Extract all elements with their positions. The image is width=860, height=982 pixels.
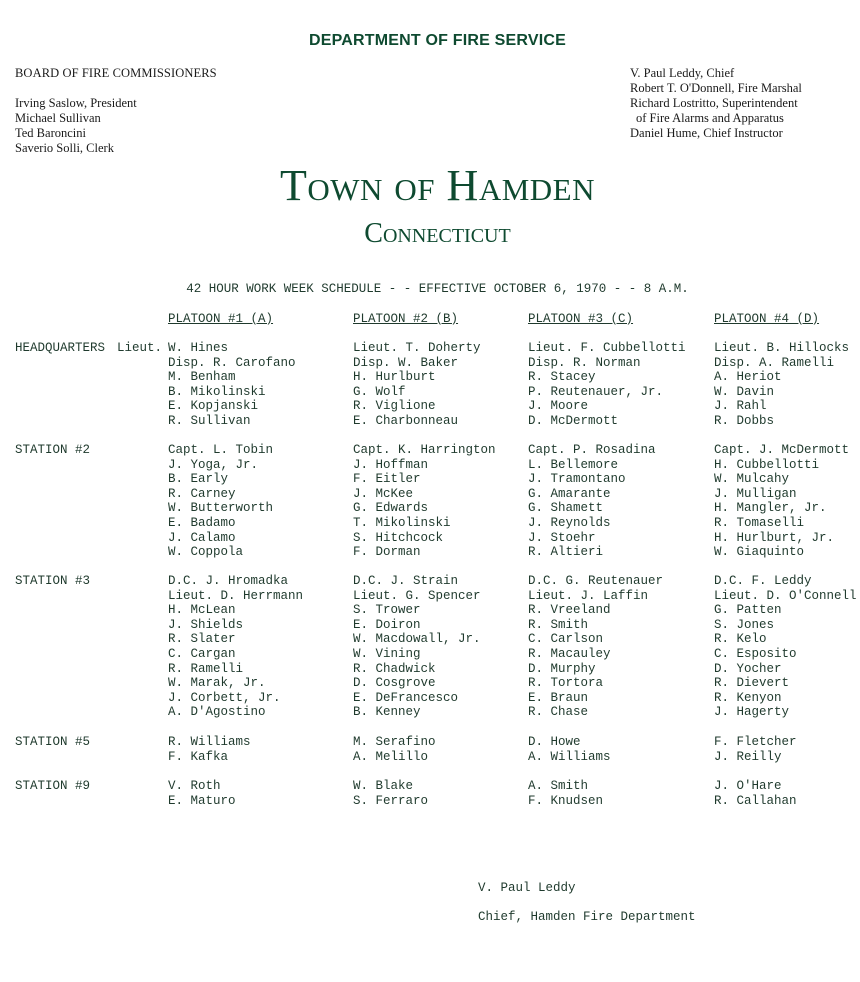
roster-name: Lieut. F. Cubbellotti <box>528 341 686 355</box>
roster-cell-st9-1 <box>168 779 236 808</box>
state-subtitle: Connecticut <box>364 218 511 249</box>
roster-cell-hq-1 <box>168 341 296 429</box>
roster-name: W. Giaquinto <box>714 545 805 560</box>
roster-name: J. McKee <box>353 486 414 501</box>
station-label-5: STATION #5 <box>15 735 91 749</box>
station-label-headquarters: HEADQUARTERS <box>15 341 106 355</box>
roster-name: E. Charbonneau <box>353 413 459 428</box>
roster-name: R. Stacey <box>528 370 596 385</box>
roster-name: H. McLean <box>168 603 236 618</box>
roster-name: S. Hitchcock <box>353 530 444 545</box>
roster-cell-hq-2 <box>353 341 481 429</box>
roster-name: D.C. J. Hromadka <box>168 574 289 588</box>
station-label-3: STATION #3 <box>15 574 91 588</box>
roster-name: J. Corbett, Jr. <box>168 690 281 705</box>
roster-name: Lieut. G. Spencer <box>353 588 481 603</box>
roster-name: R. Smith <box>528 617 589 632</box>
department-heading: DEPARTMENT OF FIRE SERVICE <box>308 32 567 49</box>
roster-cell-st2-2 <box>353 443 496 560</box>
roster-name: B. Kenney <box>353 705 421 720</box>
roster-name: R. Tortora <box>528 676 604 691</box>
roster-name: H. Mangler, Jr. <box>714 501 827 516</box>
board-title: BOARD OF FIRE COMMISSIONERS <box>15 66 217 80</box>
roster-name: G. Patten <box>714 603 782 618</box>
roster-name: S. Jones <box>714 617 775 632</box>
board-member: Saverio Solli, Clerk <box>15 141 114 155</box>
roster-name: B. Early <box>168 472 229 487</box>
roster-cell-st9-3 <box>528 779 603 808</box>
roster-name: Lieut. J. Laffin <box>528 588 649 603</box>
roster-name: G. Wolf <box>353 384 406 399</box>
roster-cell-hq-3 <box>528 341 686 429</box>
roster-name: D. Cosgrove <box>353 676 436 691</box>
roster-name: S. Trower <box>353 603 421 618</box>
roster-name: D.C. J. Strain <box>353 574 459 588</box>
roster-name: R. Viglione <box>353 399 436 414</box>
roster-name: F. Fletcher <box>714 735 797 749</box>
schedule-title: 42 HOUR WORK WEEK SCHEDULE - - EFFECTIVE OCTOBER 6, 1970 - - 8 A.M. <box>186 282 689 296</box>
roster-name: W. Macdowall, Jr. <box>353 632 481 647</box>
roster-cell-st5-4 <box>714 735 797 764</box>
roster-name: F. Dorman <box>353 545 421 560</box>
roster-name: T. Mikolinski <box>353 515 451 530</box>
roster-cell-st5-3 <box>528 735 611 764</box>
roster-name: Disp. A. Ramelli <box>714 355 835 370</box>
roster-cell-st3-4 <box>714 574 857 720</box>
roster-name: R. Slater <box>168 632 236 647</box>
roster-name: C. Carlson <box>528 632 604 647</box>
roster-name: D. Yocher <box>714 661 782 676</box>
roster-name: E. Kopjanski <box>168 399 259 414</box>
roster-cell-st3-3 <box>528 574 663 720</box>
roster-name: Disp. W. Baker <box>353 355 459 370</box>
roster-name: E. Braun <box>528 690 589 705</box>
roster-name: J. Mulligan <box>714 486 797 501</box>
roster-name: G. Amarante <box>528 486 611 501</box>
roster-name: A. D'Agostino <box>168 705 266 720</box>
roster-cell-st2-3 <box>528 443 656 560</box>
platoon-header-2: PLATOON #2 (B) <box>353 312 459 326</box>
roster-name: H. Hurlburt, Jr. <box>714 530 835 545</box>
roster-name: C. Esposito <box>714 646 797 661</box>
roster-name: V. Roth <box>168 779 221 793</box>
officer-line: Daniel Hume, Chief Instructor <box>630 126 783 140</box>
roster-name: J. Calamo <box>168 530 236 545</box>
roster-name: W. Marak, Jr. <box>168 676 266 691</box>
roster-name: D. Murphy <box>528 661 596 676</box>
roster-name: R. Dievert <box>714 676 790 691</box>
roster-name: J. Yoga, Jr. <box>168 457 259 472</box>
roster-name: R. Macauley <box>528 646 611 661</box>
roster-name: E. Maturo <box>168 793 236 808</box>
hq-lieutenant-prefix: Lieut. <box>117 341 163 355</box>
roster-cell-st3-2 <box>353 574 481 720</box>
roster-name: W. Blake <box>353 779 414 793</box>
roster-cell-hq-4 <box>714 341 849 429</box>
officer-line: Robert T. O'Donnell, Fire Marshal <box>630 81 802 95</box>
roster-cell-st5-2 <box>353 735 436 764</box>
roster-name: W. Butterworth <box>168 501 274 516</box>
station-label-9: STATION #9 <box>15 779 91 793</box>
roster-name: Capt. L. Tobin <box>168 443 274 457</box>
roster-name: A. Williams <box>528 749 611 764</box>
roster-name: R. Kenyon <box>714 690 782 705</box>
roster-name: G. Shamett <box>528 501 604 516</box>
roster-name: W. Mulcahy <box>714 472 790 487</box>
roster-name: E. Doiron <box>353 617 421 632</box>
roster-name: S. Ferraro <box>353 793 429 808</box>
roster-name: J. Tramontano <box>528 472 626 487</box>
roster-name: J. O'Hare <box>714 779 782 793</box>
roster-name: A. Smith <box>528 779 589 793</box>
roster-cell-st5-1 <box>168 735 251 764</box>
roster-name: R. Vreeland <box>528 603 611 618</box>
roster-name: E. Badamo <box>168 515 236 530</box>
platoon-header-3: PLATOON #3 (C) <box>528 312 634 326</box>
roster-name: F. Knudsen <box>528 793 604 808</box>
roster-name: G. Edwards <box>353 501 429 516</box>
roster-name: F. Eitler <box>353 472 421 487</box>
roster-name: J. Rahl <box>714 399 767 414</box>
roster-name: H. Hurlburt <box>353 370 436 385</box>
officer-line: V. Paul Leddy, Chief <box>630 66 735 80</box>
roster-name: J. Stoehr <box>528 530 596 545</box>
roster-name: R. Kelo <box>714 632 767 647</box>
roster-name: Lieut. T. Doherty <box>353 341 481 355</box>
roster-name: R. Altieri <box>528 545 604 560</box>
roster-name: Lieut. D. O'Connell <box>714 588 857 603</box>
roster-cell-st9-4 <box>714 779 797 808</box>
roster-name: Lieut. B. Hillocks <box>714 341 850 355</box>
roster-name: W. Vining <box>353 646 421 661</box>
roster-name: A. Melillo <box>353 749 429 764</box>
officers-list <box>630 66 802 141</box>
roster-name: J. Hagerty <box>714 705 790 720</box>
roster-name: R. Ramelli <box>168 661 244 676</box>
roster-name: H. Cubbellotti <box>714 457 820 472</box>
roster-name: M. Benham <box>168 370 236 385</box>
station-label-2: STATION #2 <box>15 443 91 457</box>
board-members-list <box>15 96 137 156</box>
roster-name: E. DeFrancesco <box>353 690 459 705</box>
board-member: Ted Baroncini <box>15 126 86 140</box>
roster-name: M. Serafino <box>353 735 436 749</box>
roster-name: B. Mikolinski <box>168 384 266 399</box>
signature-name: V. Paul Leddy <box>478 881 576 895</box>
roster-name: W. Coppola <box>168 545 244 560</box>
board-member: Michael Sullivan <box>15 111 101 125</box>
roster-name: W. Hines <box>168 341 229 355</box>
roster-name: R. Chase <box>528 705 589 720</box>
roster-cell-st2-1 <box>168 443 273 560</box>
roster-cell-st2-4 <box>714 443 849 560</box>
roster-name: L. Bellemore <box>528 457 619 472</box>
roster-name: J. Moore <box>528 399 589 414</box>
roster-name: A. Heriot <box>714 370 782 385</box>
roster-name: R. Williams <box>168 735 251 749</box>
roster-name: J. Reynolds <box>528 515 611 530</box>
roster-cell-st3-1 <box>168 574 303 720</box>
roster-name: D. McDermott <box>528 413 619 428</box>
roster-name: Lieut. D. Herrmann <box>168 588 304 603</box>
board-member: Irving Saslow, President <box>15 96 137 110</box>
roster-name: J. Hoffman <box>353 457 429 472</box>
roster-name: Capt. J. McDermott <box>714 443 850 457</box>
roster-name: Capt. K. Harrington <box>353 443 496 457</box>
roster-name: J. Shields <box>168 617 244 632</box>
officer-line: of Fire Alarms and Apparatus <box>636 111 784 125</box>
signature-title: Chief, Hamden Fire Department <box>478 910 696 924</box>
roster-name: D. Howe <box>528 735 581 749</box>
roster-name: P. Reutenauer, Jr. <box>528 384 664 399</box>
roster-name: R. Carney <box>168 486 236 501</box>
roster-name: Capt. P. Rosadina <box>528 443 656 457</box>
roster-name: Disp. R. Norman <box>528 355 641 370</box>
roster-name: R. Chadwick <box>353 661 436 676</box>
roster-name: D.C. G. Reutenauer <box>528 574 664 588</box>
roster-name: R. Sullivan <box>168 413 251 428</box>
roster-cell-st9-2 <box>353 779 428 808</box>
roster-name: R. Callahan <box>714 793 797 808</box>
roster-name: J. Reilly <box>714 749 782 764</box>
roster-name: F. Kafka <box>168 749 229 764</box>
platoon-header-4: PLATOON #4 (D) <box>714 312 820 326</box>
roster-name: Disp. R. Carofano <box>168 355 296 370</box>
officer-line: Richard Lostritto, Superintendent <box>630 96 798 110</box>
roster-name: R. Tomaselli <box>714 515 805 530</box>
roster-name: C. Cargan <box>168 646 236 661</box>
roster-name: R. Dobbs <box>714 413 775 428</box>
town-title: Town of Hamden <box>280 161 595 210</box>
roster-name: D.C. F. Leddy <box>714 574 812 588</box>
roster-name: W. Davin <box>714 384 775 399</box>
platoon-header-1: PLATOON #1 (A) <box>168 312 274 326</box>
